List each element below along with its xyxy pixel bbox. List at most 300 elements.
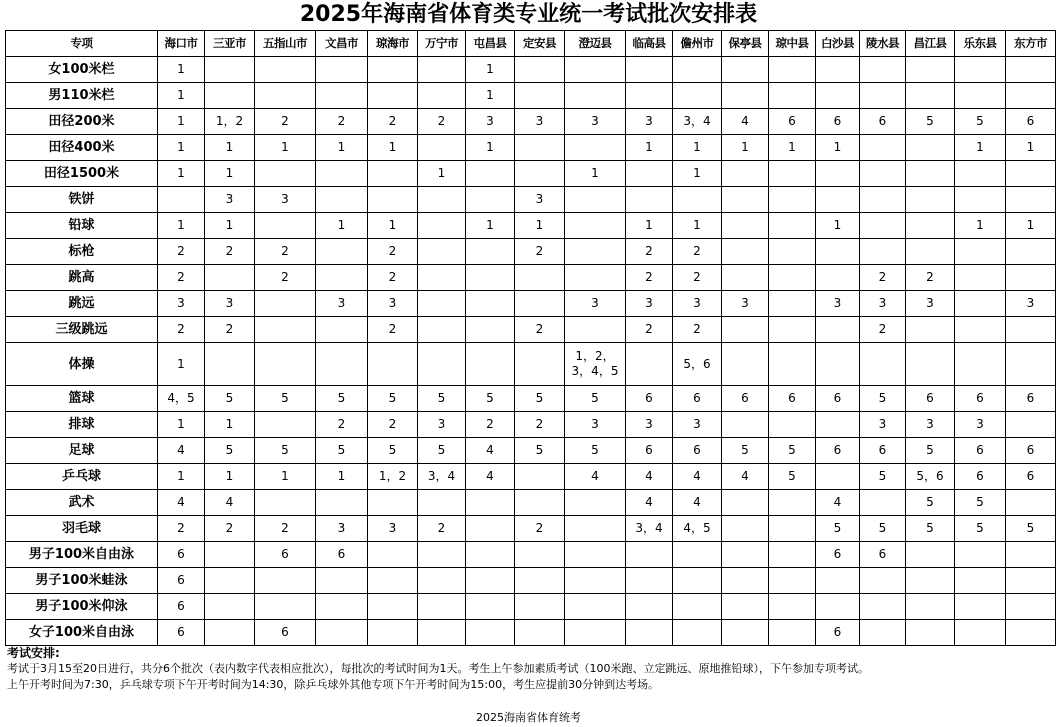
- batch-cell: 2: [418, 516, 466, 542]
- batch-cell: 5: [418, 438, 466, 464]
- table-body: [6, 57, 1056, 646]
- batch-cell: 5: [906, 109, 955, 135]
- batch-cell: [626, 57, 673, 83]
- batch-cell: 4: [816, 490, 860, 516]
- batch-cell: 3: [316, 291, 368, 317]
- batch-cell: [205, 620, 255, 646]
- batch-cell: [769, 343, 816, 386]
- batch-cell: 2: [158, 265, 205, 291]
- table-row: [6, 317, 1056, 343]
- batch-cell: [515, 542, 565, 568]
- batch-cell: 2: [158, 239, 205, 265]
- batch-cell: [906, 239, 955, 265]
- notes-line-1: 考试于3月15至20日进行，共分6个批次（表内数字代表相应批次），每批次的考试时间为1天。考生上午参加素质考试（100米跑、立定跳远、原地推铅球），下午参加专项考试。: [7, 662, 869, 675]
- batch-cell: 1: [955, 213, 1006, 239]
- header-city: 临高县: [626, 31, 673, 57]
- batch-cell: [205, 594, 255, 620]
- batch-cell: 5: [722, 438, 769, 464]
- batch-cell: 2: [515, 516, 565, 542]
- batch-cell: 4: [626, 490, 673, 516]
- batch-cell: [816, 594, 860, 620]
- batch-cell: 6: [1006, 438, 1056, 464]
- batch-cell: [860, 620, 906, 646]
- batch-cell: 2: [255, 239, 316, 265]
- batch-cell: [205, 57, 255, 83]
- batch-cell: [906, 594, 955, 620]
- table-row: [6, 594, 1056, 620]
- batch-cell: [955, 317, 1006, 343]
- batch-cell: 2: [368, 239, 418, 265]
- batch-cell: [205, 542, 255, 568]
- batch-cell: 2: [316, 412, 368, 438]
- batch-cell: [418, 594, 466, 620]
- batch-cell: [418, 265, 466, 291]
- batch-cell: 4: [626, 464, 673, 490]
- batch-cell: 5: [955, 490, 1006, 516]
- batch-cell: [418, 213, 466, 239]
- batch-cell: 5: [906, 516, 955, 542]
- row-event-name: 铅球: [6, 213, 158, 239]
- table-row: [6, 265, 1056, 291]
- batch-cell: 5: [906, 490, 955, 516]
- header-city: 保亭县: [722, 31, 769, 57]
- batch-cell: 2: [368, 109, 418, 135]
- batch-cell: [255, 57, 316, 83]
- batch-cell: [368, 83, 418, 109]
- batch-cell: [368, 594, 418, 620]
- batch-cell: 6: [906, 386, 955, 412]
- row-event-name: 乒乓球: [6, 464, 158, 490]
- header-city: 五指山市: [255, 31, 316, 57]
- schedule-table: [5, 30, 1056, 646]
- batch-cell: 6: [626, 386, 673, 412]
- batch-cell: [769, 239, 816, 265]
- batch-cell: 6: [816, 438, 860, 464]
- batch-cell: [255, 594, 316, 620]
- batch-cell: 1，2， 3，4，5: [565, 343, 626, 386]
- row-event-name: 田径1500米: [6, 161, 158, 187]
- batch-cell: 1，2: [205, 109, 255, 135]
- batch-cell: 6: [860, 542, 906, 568]
- batch-cell: [418, 239, 466, 265]
- batch-cell: [722, 161, 769, 187]
- table-row: [6, 490, 1056, 516]
- batch-cell: 1: [816, 213, 860, 239]
- batch-cell: 3: [860, 291, 906, 317]
- batch-cell: 6: [673, 438, 722, 464]
- batch-cell: [769, 412, 816, 438]
- batch-cell: [816, 83, 860, 109]
- batch-cell: 1: [316, 464, 368, 490]
- batch-cell: [565, 516, 626, 542]
- batch-cell: 3: [955, 412, 1006, 438]
- batch-cell: 5: [466, 386, 515, 412]
- batch-cell: 6: [1006, 464, 1056, 490]
- table-row: [6, 109, 1056, 135]
- batch-cell: [769, 317, 816, 343]
- batch-cell: [418, 291, 466, 317]
- batch-cell: 2: [368, 412, 418, 438]
- batch-cell: [626, 83, 673, 109]
- batch-cell: [1006, 161, 1056, 187]
- batch-cell: [906, 568, 955, 594]
- footer-text: 2025海南省体育统考: [476, 711, 581, 724]
- batch-cell: [565, 239, 626, 265]
- batch-cell: 1: [626, 135, 673, 161]
- header-city: 澄迈县: [565, 31, 626, 57]
- table-row: [6, 83, 1056, 109]
- batch-cell: [722, 187, 769, 213]
- batch-cell: 1: [316, 213, 368, 239]
- batch-cell: [860, 161, 906, 187]
- notes-section: [7, 645, 1052, 693]
- batch-cell: [205, 343, 255, 386]
- batch-cell: 4: [722, 109, 769, 135]
- batch-cell: 1: [158, 135, 205, 161]
- batch-cell: 1: [205, 412, 255, 438]
- header-row: [6, 31, 1056, 57]
- batch-cell: 1: [158, 343, 205, 386]
- batch-cell: 2: [906, 265, 955, 291]
- batch-cell: [626, 542, 673, 568]
- batch-cell: [255, 412, 316, 438]
- batch-cell: [860, 213, 906, 239]
- batch-cell: [769, 83, 816, 109]
- notes-line-2: 上午开考时间为7:30，乒乓球专项下午开考时间为14:30，除乒乓球外其他专项下午开考时间为15:00，考生应提前30分钟到达考场。: [7, 678, 660, 691]
- batch-cell: 3: [515, 109, 565, 135]
- header-city: 白沙县: [816, 31, 860, 57]
- batch-cell: [1006, 542, 1056, 568]
- batch-cell: 2: [626, 265, 673, 291]
- batch-cell: [906, 57, 955, 83]
- row-event-name: 体操: [6, 343, 158, 386]
- batch-cell: [466, 161, 515, 187]
- row-event-name: 跳高: [6, 265, 158, 291]
- batch-cell: [205, 83, 255, 109]
- batch-cell: [955, 542, 1006, 568]
- batch-cell: 3: [255, 187, 316, 213]
- batch-cell: [906, 187, 955, 213]
- batch-cell: 2: [205, 239, 255, 265]
- batch-cell: 2: [673, 265, 722, 291]
- batch-cell: 2: [368, 317, 418, 343]
- batch-cell: [673, 620, 722, 646]
- row-event-name: 跳远: [6, 291, 158, 317]
- row-event-name: 排球: [6, 412, 158, 438]
- batch-cell: 5: [255, 386, 316, 412]
- batch-cell: [769, 516, 816, 542]
- batch-cell: 6: [955, 386, 1006, 412]
- table-row: [6, 620, 1056, 646]
- batch-cell: 3，4: [626, 516, 673, 542]
- batch-cell: 5: [515, 438, 565, 464]
- batch-cell: [316, 83, 368, 109]
- batch-cell: 1: [466, 83, 515, 109]
- batch-cell: [860, 239, 906, 265]
- batch-cell: 1: [158, 161, 205, 187]
- batch-cell: [565, 542, 626, 568]
- batch-cell: [955, 343, 1006, 386]
- batch-cell: [955, 291, 1006, 317]
- batch-cell: [255, 568, 316, 594]
- batch-cell: [769, 187, 816, 213]
- batch-cell: [769, 542, 816, 568]
- batch-cell: [515, 161, 565, 187]
- batch-cell: 6: [1006, 109, 1056, 135]
- batch-cell: 1: [158, 57, 205, 83]
- batch-cell: [816, 317, 860, 343]
- batch-cell: 2: [515, 239, 565, 265]
- batch-cell: [1006, 568, 1056, 594]
- batch-cell: [1006, 343, 1056, 386]
- batch-cell: 1: [205, 161, 255, 187]
- batch-cell: [316, 57, 368, 83]
- batch-cell: 1，2: [368, 464, 418, 490]
- batch-cell: 2: [466, 412, 515, 438]
- batch-cell: [1006, 594, 1056, 620]
- batch-cell: [626, 161, 673, 187]
- batch-cell: 3: [1006, 291, 1056, 317]
- batch-cell: 6: [860, 438, 906, 464]
- batch-cell: 6: [769, 386, 816, 412]
- batch-cell: [255, 317, 316, 343]
- batch-cell: [722, 239, 769, 265]
- batch-cell: [316, 187, 368, 213]
- batch-cell: 6: [626, 438, 673, 464]
- batch-cell: 5: [769, 438, 816, 464]
- header-city: 昌江县: [906, 31, 955, 57]
- batch-cell: 2: [626, 239, 673, 265]
- batch-cell: 4，5: [673, 516, 722, 542]
- batch-cell: 2: [316, 109, 368, 135]
- batch-cell: 3: [906, 291, 955, 317]
- batch-cell: [673, 83, 722, 109]
- batch-cell: 5: [906, 438, 955, 464]
- batch-cell: [466, 490, 515, 516]
- batch-cell: 5: [769, 464, 816, 490]
- batch-cell: [955, 620, 1006, 646]
- batch-cell: [626, 187, 673, 213]
- batch-cell: 6: [816, 386, 860, 412]
- header-city: 文昌市: [316, 31, 368, 57]
- batch-cell: [565, 265, 626, 291]
- batch-cell: [466, 343, 515, 386]
- batch-cell: [906, 83, 955, 109]
- batch-cell: [418, 490, 466, 516]
- header-city: 琼海市: [368, 31, 418, 57]
- table-row: [6, 438, 1056, 464]
- batch-cell: [316, 490, 368, 516]
- batch-cell: 3，4: [418, 464, 466, 490]
- batch-cell: [955, 83, 1006, 109]
- batch-cell: [515, 57, 565, 83]
- batch-cell: [816, 412, 860, 438]
- row-event-name: 铁饼: [6, 187, 158, 213]
- batch-cell: [860, 57, 906, 83]
- batch-cell: 2: [673, 317, 722, 343]
- batch-cell: [418, 542, 466, 568]
- batch-cell: [515, 135, 565, 161]
- batch-cell: [955, 265, 1006, 291]
- batch-cell: 5: [255, 438, 316, 464]
- batch-cell: 5: [368, 386, 418, 412]
- batch-cell: 3: [626, 109, 673, 135]
- batch-cell: 1: [158, 109, 205, 135]
- batch-cell: [769, 57, 816, 83]
- batch-cell: 1: [368, 213, 418, 239]
- batch-cell: [255, 291, 316, 317]
- batch-cell: [769, 594, 816, 620]
- batch-cell: [769, 291, 816, 317]
- batch-cell: [418, 83, 466, 109]
- batch-cell: 5: [515, 386, 565, 412]
- batch-cell: [565, 568, 626, 594]
- batch-cell: [418, 135, 466, 161]
- batch-cell: 3: [860, 412, 906, 438]
- batch-cell: [626, 568, 673, 594]
- batch-cell: [673, 57, 722, 83]
- batch-cell: 1: [466, 213, 515, 239]
- batch-cell: [1006, 265, 1056, 291]
- batch-cell: 3: [565, 109, 626, 135]
- batch-cell: 3: [673, 291, 722, 317]
- table-row: [6, 386, 1056, 412]
- batch-cell: [418, 57, 466, 83]
- row-event-name: 女100米栏: [6, 57, 158, 83]
- batch-cell: [316, 620, 368, 646]
- batch-cell: 2: [673, 239, 722, 265]
- batch-cell: 4: [673, 490, 722, 516]
- batch-cell: 1: [722, 135, 769, 161]
- batch-cell: [860, 83, 906, 109]
- batch-cell: 3: [205, 291, 255, 317]
- batch-cell: 3: [466, 109, 515, 135]
- batch-cell: [368, 568, 418, 594]
- batch-cell: [205, 265, 255, 291]
- batch-cell: [816, 161, 860, 187]
- batch-cell: [626, 594, 673, 620]
- batch-cell: [955, 568, 1006, 594]
- batch-cell: 5: [565, 386, 626, 412]
- batch-cell: [316, 343, 368, 386]
- batch-cell: [816, 187, 860, 213]
- batch-cell: 2: [860, 317, 906, 343]
- batch-cell: 5: [418, 386, 466, 412]
- row-event-name: 篮球: [6, 386, 158, 412]
- row-event-name: 男子100米自由泳: [6, 542, 158, 568]
- batch-cell: [860, 594, 906, 620]
- batch-cell: 1: [626, 213, 673, 239]
- page-title: 2025年海南省体育类专业统一考试批次安排表: [299, 2, 758, 27]
- batch-cell: [626, 620, 673, 646]
- batch-cell: 6: [955, 438, 1006, 464]
- batch-cell: 1: [316, 135, 368, 161]
- batch-cell: [316, 265, 368, 291]
- batch-cell: 5: [368, 438, 418, 464]
- batch-cell: [673, 187, 722, 213]
- batch-cell: [418, 568, 466, 594]
- row-event-name: 标枪: [6, 239, 158, 265]
- row-event-name: 田径400米: [6, 135, 158, 161]
- batch-cell: 5: [955, 516, 1006, 542]
- batch-cell: 3: [368, 291, 418, 317]
- batch-cell: 6: [1006, 386, 1056, 412]
- batch-cell: 1: [158, 464, 205, 490]
- batch-cell: [418, 620, 466, 646]
- batch-cell: [816, 568, 860, 594]
- batch-cell: [906, 213, 955, 239]
- batch-cell: 1: [673, 135, 722, 161]
- batch-cell: [255, 343, 316, 386]
- table-row: [6, 213, 1056, 239]
- batch-cell: 2: [515, 412, 565, 438]
- batch-cell: [368, 187, 418, 213]
- batch-cell: 3: [316, 516, 368, 542]
- batch-cell: [1006, 620, 1056, 646]
- batch-cell: [906, 135, 955, 161]
- row-event-name: 男子100米仰泳: [6, 594, 158, 620]
- batch-cell: 1: [158, 213, 205, 239]
- batch-cell: [515, 594, 565, 620]
- batch-cell: 1: [673, 213, 722, 239]
- batch-cell: 5: [565, 438, 626, 464]
- batch-cell: 6: [816, 620, 860, 646]
- batch-cell: [418, 343, 466, 386]
- row-event-name: 男子100米蛙泳: [6, 568, 158, 594]
- batch-cell: 1: [205, 135, 255, 161]
- batch-cell: 1: [1006, 135, 1056, 161]
- batch-cell: [466, 594, 515, 620]
- batch-cell: [816, 343, 860, 386]
- batch-cell: 3: [418, 412, 466, 438]
- batch-cell: [1006, 490, 1056, 516]
- batch-cell: 1: [466, 135, 515, 161]
- batch-cell: [418, 317, 466, 343]
- batch-cell: [955, 594, 1006, 620]
- batch-cell: [255, 490, 316, 516]
- header-city: 三亚市: [205, 31, 255, 57]
- batch-cell: 5: [205, 438, 255, 464]
- batch-cell: [158, 187, 205, 213]
- batch-cell: 6: [158, 542, 205, 568]
- batch-cell: [722, 265, 769, 291]
- table-row: [6, 516, 1056, 542]
- table-row: [6, 464, 1056, 490]
- batch-cell: [368, 542, 418, 568]
- row-event-name: 羽毛球: [6, 516, 158, 542]
- batch-cell: 1: [769, 135, 816, 161]
- table-row: [6, 135, 1056, 161]
- batch-cell: [515, 490, 565, 516]
- header-city: 乐东县: [955, 31, 1006, 57]
- batch-cell: [722, 516, 769, 542]
- batch-cell: [673, 542, 722, 568]
- batch-cell: [466, 317, 515, 343]
- batch-cell: [906, 343, 955, 386]
- batch-cell: 2: [626, 317, 673, 343]
- batch-cell: [722, 57, 769, 83]
- header-corner: 专项: [6, 31, 158, 57]
- batch-cell: [769, 490, 816, 516]
- batch-cell: [466, 265, 515, 291]
- batch-cell: [860, 187, 906, 213]
- batch-cell: 6: [158, 620, 205, 646]
- batch-cell: [368, 161, 418, 187]
- batch-cell: [722, 83, 769, 109]
- batch-cell: [816, 239, 860, 265]
- batch-cell: 1: [955, 135, 1006, 161]
- batch-cell: [368, 57, 418, 83]
